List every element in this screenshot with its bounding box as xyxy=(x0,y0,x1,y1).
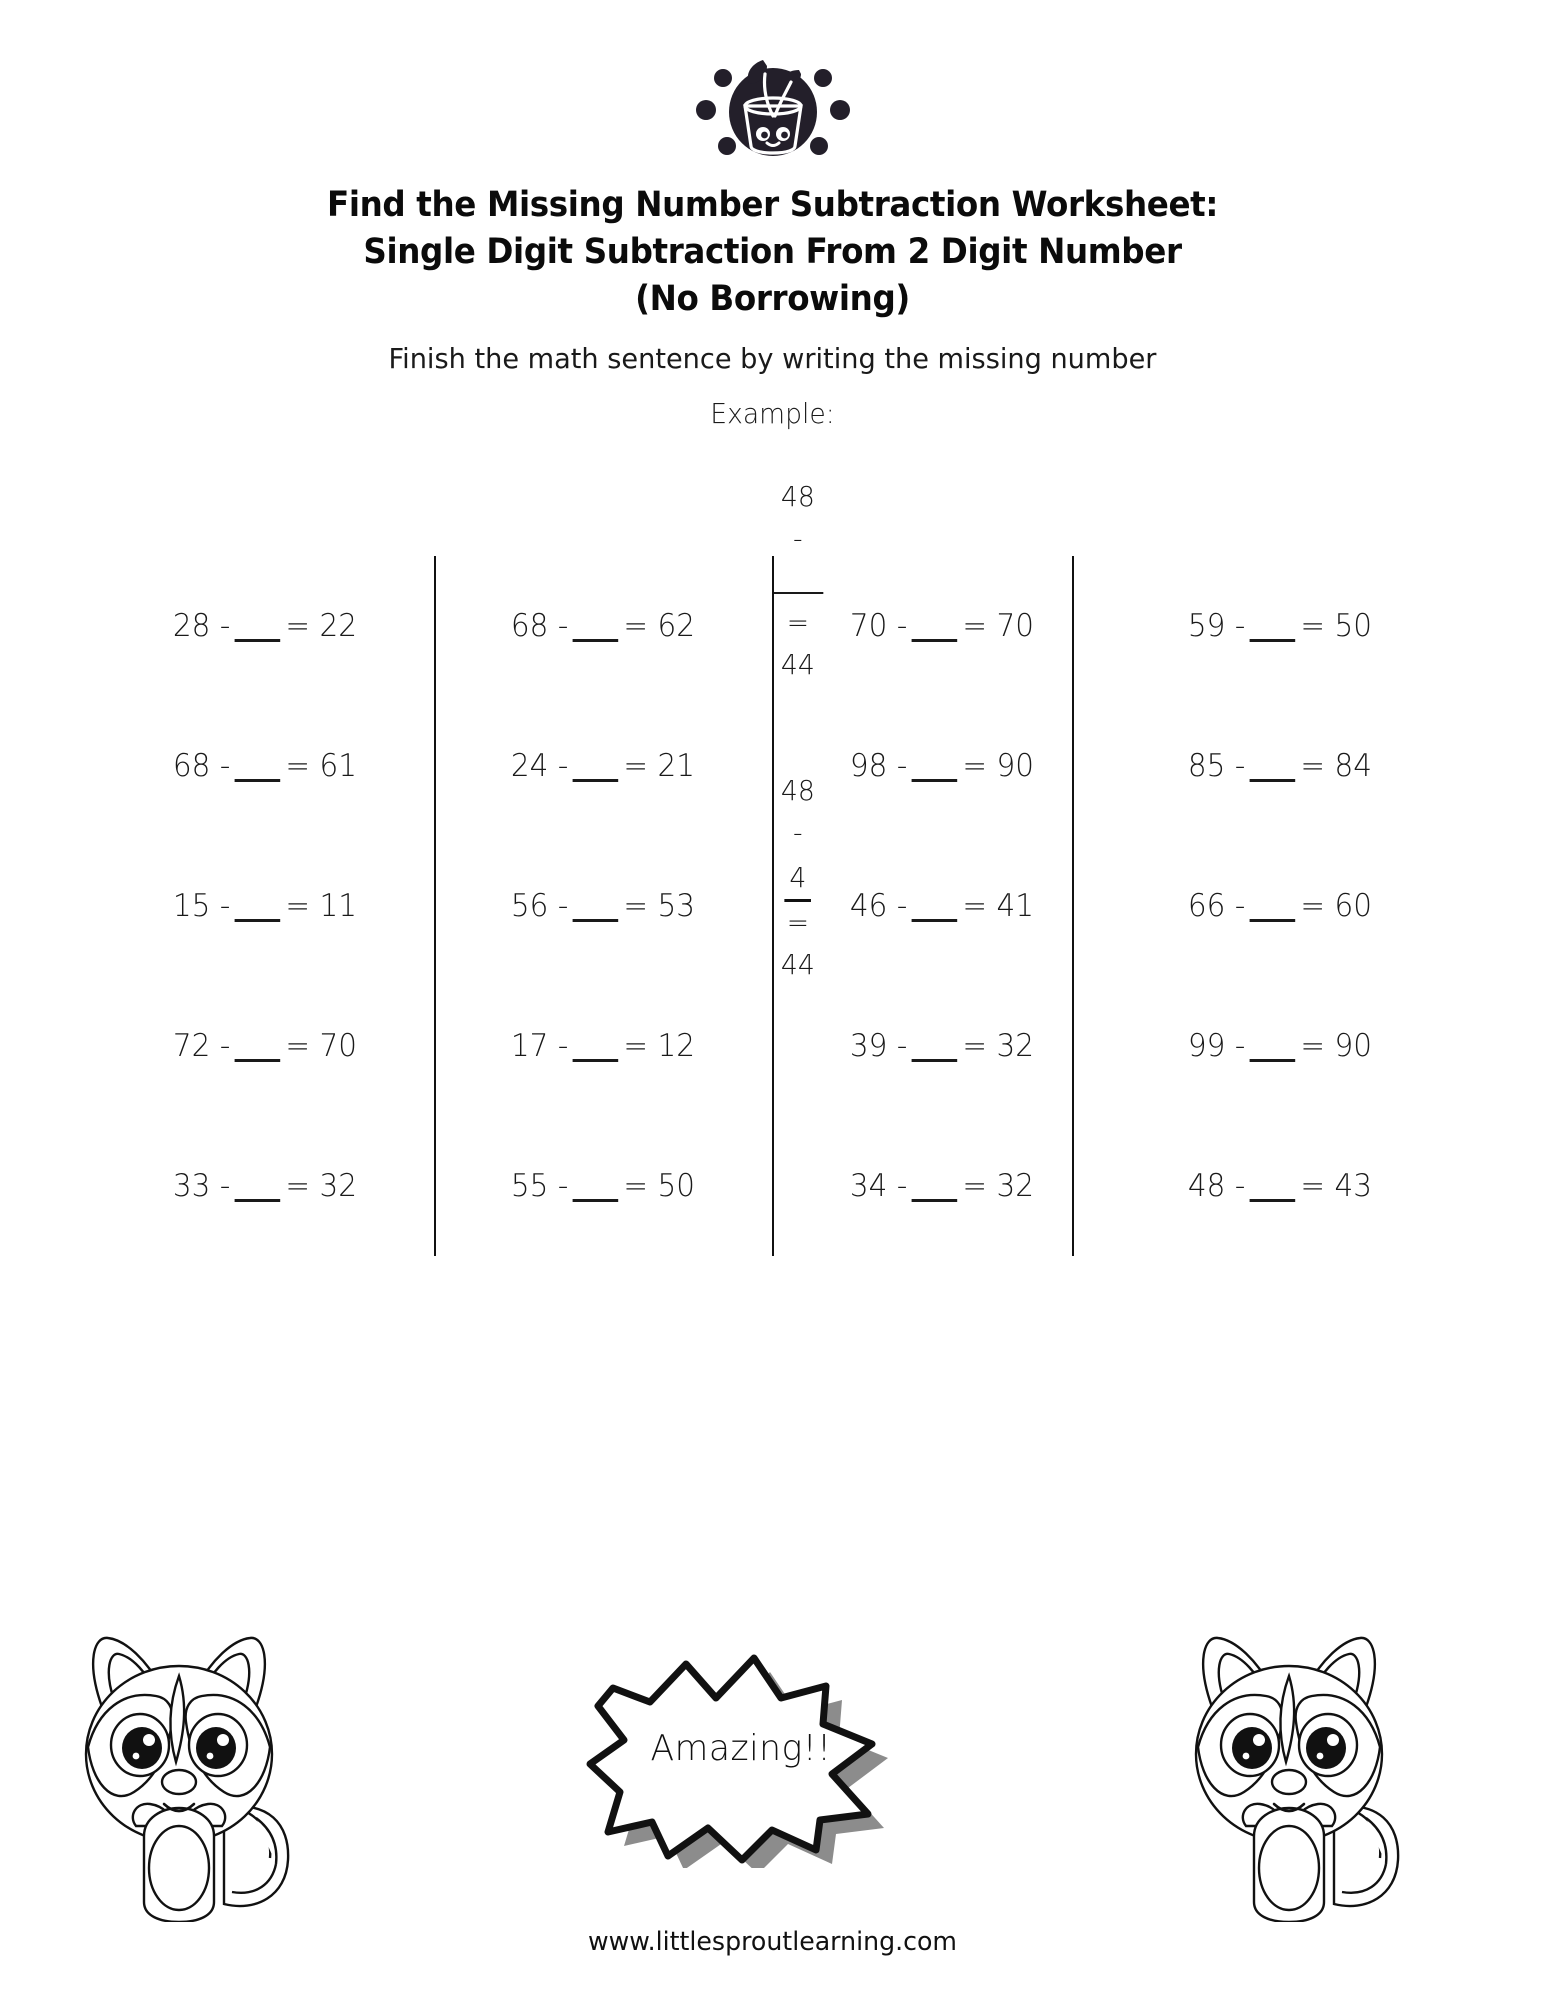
problem-cell xyxy=(773,836,1111,976)
problem-answer-blank[interactable] xyxy=(911,1059,957,1062)
problem-minus-sign: - xyxy=(896,748,908,784)
problem-equation xyxy=(173,608,357,644)
problem-answer-blank[interactable] xyxy=(1249,1199,1295,1202)
title-line-1: Find the Missing Number Subtraction Worksheet: xyxy=(326,185,1219,225)
site-url: www.littlesproutlearning.com xyxy=(588,1927,957,1957)
problem-equation xyxy=(511,1168,695,1204)
problem-equals-sign: = xyxy=(962,1168,987,1204)
problem-answer-blank[interactable] xyxy=(234,919,280,922)
problem-equals-sign: = xyxy=(285,608,311,644)
title-line-3: (No Borrowing) xyxy=(635,279,910,319)
problem-answer-blank[interactable] xyxy=(1249,639,1295,642)
problem-equation xyxy=(850,608,1034,644)
problem-minuend: 55 xyxy=(511,1168,549,1204)
problem-equation xyxy=(850,1028,1034,1064)
problem-cell xyxy=(773,976,1111,1116)
problem-minus-sign: - xyxy=(1234,1028,1246,1064)
problem-cell xyxy=(96,836,434,976)
problem-equation xyxy=(511,608,695,644)
problem-minus-sign: - xyxy=(1234,748,1246,784)
problem-minuend: 66 xyxy=(1187,888,1226,924)
problem-cell xyxy=(434,976,772,1116)
problem-result: 41 xyxy=(996,888,1034,924)
problem-minuend: 99 xyxy=(1187,1028,1226,1064)
problem-minus-sign: - xyxy=(558,608,569,644)
problem-equals-sign: = xyxy=(1300,608,1326,644)
page-title xyxy=(0,182,1545,323)
praise-badge xyxy=(576,1628,906,1868)
problem-cell xyxy=(773,696,1111,836)
problem-result: 32 xyxy=(319,1168,358,1204)
problem-minus-sign: - xyxy=(219,1028,231,1064)
problem-minuend: 48 xyxy=(1187,1168,1226,1204)
problem-result: 50 xyxy=(1334,608,1372,644)
problem-minus-sign: - xyxy=(1234,608,1246,644)
problem-minuend: 68 xyxy=(511,608,549,644)
problem-result: 53 xyxy=(657,888,696,924)
problem-minuend: 68 xyxy=(173,748,211,784)
problem-equals-sign: = xyxy=(623,1028,649,1064)
problem-minuend: 34 xyxy=(849,1168,888,1204)
problem-minuend: 39 xyxy=(849,1028,888,1064)
problem-minus-sign: - xyxy=(896,1028,908,1064)
problem-cell xyxy=(434,556,772,696)
problem-minuend: 72 xyxy=(173,1028,211,1064)
problem-cell xyxy=(1111,556,1449,696)
problem-minuend: 33 xyxy=(173,1168,211,1204)
problem-cell xyxy=(96,556,434,696)
problem-equals-sign: = xyxy=(285,1168,311,1204)
problem-equation xyxy=(173,888,357,924)
problem-equation xyxy=(511,888,695,924)
example-solved-minus: - xyxy=(793,816,803,849)
problem-equals-sign: = xyxy=(962,888,987,924)
problem-equation xyxy=(1188,1028,1372,1064)
problem-equation xyxy=(173,1028,357,1064)
problem-answer-blank[interactable] xyxy=(573,1059,619,1062)
problem-minus-sign: - xyxy=(896,1168,908,1204)
problem-result: 32 xyxy=(996,1028,1034,1064)
problem-equals-sign: = xyxy=(285,1028,311,1064)
example-solved-minuend: 48 xyxy=(780,774,815,807)
raccoon-mascot-icon xyxy=(64,1612,294,1922)
problem-result: 50 xyxy=(657,1168,696,1204)
problem-result: 43 xyxy=(1334,1168,1372,1204)
problem-equals-sign: = xyxy=(962,1028,987,1064)
problem-minus-sign: - xyxy=(1234,1168,1246,1204)
problem-result: 12 xyxy=(657,1028,696,1064)
problem-answer-blank[interactable] xyxy=(1249,1059,1295,1062)
problem-cell xyxy=(96,1116,434,1256)
title-line-2: Single Digit Subtraction From 2 Digit Number xyxy=(363,232,1182,272)
example-blank-minus: - xyxy=(793,522,803,555)
problem-cell xyxy=(434,1116,772,1256)
problem-cell xyxy=(773,1116,1111,1256)
problem-minuend: 46 xyxy=(849,888,888,924)
problem-answer-blank[interactable] xyxy=(573,919,619,922)
problem-cell xyxy=(96,976,434,1116)
problem-equation xyxy=(1188,748,1372,784)
problem-equals-sign: = xyxy=(285,888,311,924)
problem-cell xyxy=(434,696,772,836)
problem-minus-sign: - xyxy=(558,1028,569,1064)
problem-equation xyxy=(173,748,357,784)
problem-equals-sign: = xyxy=(1300,1168,1326,1204)
problem-minuend: 15 xyxy=(173,888,211,924)
sprout-pot-logo-icon xyxy=(693,48,853,168)
problem-grid xyxy=(96,556,1449,1256)
problem-answer-blank[interactable] xyxy=(911,919,957,922)
problem-equation xyxy=(850,888,1034,924)
example-blank-minuend: 48 xyxy=(780,480,815,513)
problem-minuend: 24 xyxy=(511,748,549,784)
problem-result: 21 xyxy=(657,748,696,784)
problem-equals-sign: = xyxy=(285,748,311,784)
problem-answer-blank[interactable] xyxy=(234,779,280,782)
problem-result: 90 xyxy=(996,748,1034,784)
problem-equals-sign: = xyxy=(962,748,987,784)
problem-answer-blank[interactable] xyxy=(573,1199,619,1202)
problem-result: 22 xyxy=(319,608,358,644)
problem-result: 11 xyxy=(319,888,358,924)
mascot-left xyxy=(64,1612,294,1926)
problem-equation xyxy=(511,1028,695,1064)
problem-equals-sign: = xyxy=(623,748,649,784)
problem-equals-sign: = xyxy=(1300,1028,1326,1064)
example-blank-result: 44 xyxy=(780,648,815,681)
problem-answer-blank[interactable] xyxy=(1249,919,1295,922)
problem-equals-sign: = xyxy=(623,888,649,924)
problem-answer-blank[interactable] xyxy=(234,639,280,642)
problem-equation xyxy=(173,1168,357,1204)
problem-cell xyxy=(1111,696,1449,836)
starburst-badge-icon xyxy=(576,1628,906,1868)
problem-cell xyxy=(434,836,772,976)
example-solved-equals: = xyxy=(786,906,810,939)
problem-minuend: 85 xyxy=(1187,748,1226,784)
problem-result: 90 xyxy=(1334,1028,1372,1064)
problem-equals-sign: = xyxy=(1300,748,1326,784)
problem-minus-sign: - xyxy=(219,748,231,784)
problem-minus-sign: - xyxy=(219,888,231,924)
problem-answer-blank[interactable] xyxy=(911,639,957,642)
problem-minuend: 70 xyxy=(849,608,888,644)
problem-answer-blank[interactable] xyxy=(1249,779,1295,782)
problem-minus-sign: - xyxy=(896,608,908,644)
problem-equals-sign: = xyxy=(962,608,987,644)
raccoon-mascot-icon xyxy=(1174,1612,1404,1922)
problem-minus-sign: - xyxy=(558,748,569,784)
problem-cell xyxy=(96,696,434,836)
problem-minuend: 28 xyxy=(173,608,211,644)
problem-cell xyxy=(773,556,1111,696)
problem-result: 62 xyxy=(657,608,696,644)
problem-equals-sign: = xyxy=(1300,888,1326,924)
problem-result: 70 xyxy=(319,1028,358,1064)
instructions-text: Finish the math sentence by writing the missing number xyxy=(388,342,1157,375)
problem-answer-blank[interactable] xyxy=(573,779,619,782)
problem-equation xyxy=(511,748,695,784)
problem-result: 32 xyxy=(996,1168,1034,1204)
problem-minuend: 56 xyxy=(511,888,549,924)
problem-cell xyxy=(1111,1116,1449,1256)
problem-answer-blank[interactable] xyxy=(573,639,619,642)
problem-answer-blank[interactable] xyxy=(234,1059,280,1062)
problem-equals-sign: = xyxy=(623,608,649,644)
brand-logo xyxy=(0,48,1545,168)
problem-result: 70 xyxy=(996,608,1034,644)
problem-minus-sign: - xyxy=(558,888,569,924)
problem-minuend: 17 xyxy=(511,1028,549,1064)
example-blank-equals: = xyxy=(786,606,810,639)
problem-result: 84 xyxy=(1334,748,1372,784)
problem-minus-sign: - xyxy=(558,1168,569,1204)
problem-answer-blank[interactable] xyxy=(234,1199,280,1202)
problem-equation xyxy=(1188,1168,1372,1204)
problem-minus-sign: - xyxy=(219,1168,231,1204)
problem-equation xyxy=(850,1168,1034,1204)
example-solved-answer: 4 xyxy=(785,857,812,902)
problem-minuend: 59 xyxy=(1187,608,1226,644)
problem-minus-sign: - xyxy=(896,888,908,924)
problem-equation xyxy=(1188,888,1372,924)
badge-label: Amazing!! xyxy=(650,1727,832,1769)
problem-answer-blank[interactable] xyxy=(911,1199,957,1202)
example-solved-result: 44 xyxy=(780,948,815,981)
problem-cell xyxy=(1111,976,1449,1116)
problem-equation xyxy=(1188,608,1372,644)
problem-equals-sign: = xyxy=(623,1168,649,1204)
problem-result: 61 xyxy=(319,748,358,784)
problem-minus-sign: - xyxy=(1234,888,1246,924)
problem-equation xyxy=(850,748,1034,784)
problem-result: 60 xyxy=(1334,888,1372,924)
problem-answer-blank[interactable] xyxy=(911,779,957,782)
problem-minuend: 98 xyxy=(849,748,888,784)
example-label: Example: xyxy=(710,397,835,430)
problem-cell xyxy=(1111,836,1449,976)
mascot-right xyxy=(1174,1612,1404,1926)
problem-minus-sign: - xyxy=(219,608,231,644)
